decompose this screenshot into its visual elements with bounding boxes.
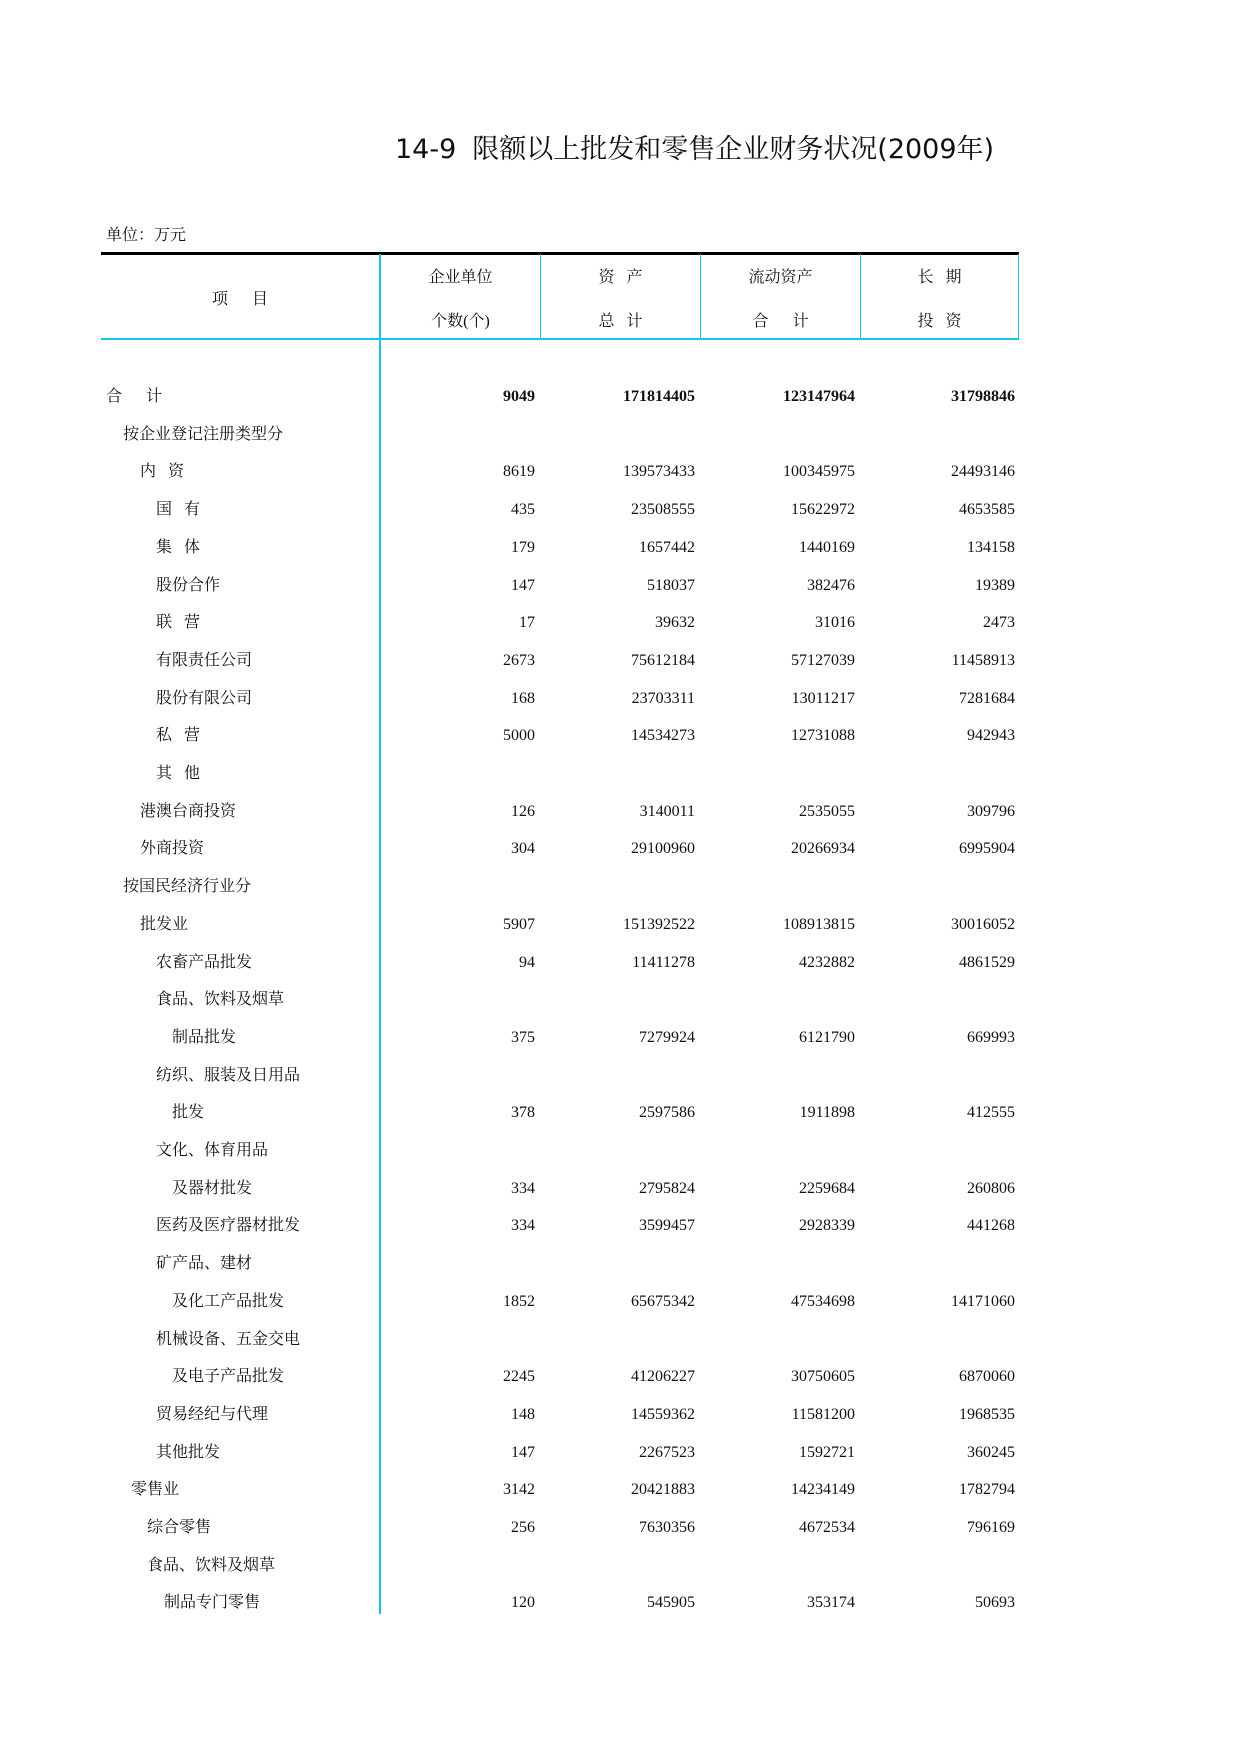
row-label: 联 营	[156, 614, 201, 632]
cell-value: 147	[511, 576, 535, 594]
cell-value: 2535055	[799, 802, 855, 820]
header-item: 项 目	[211, 291, 268, 308]
cell-value: 353174	[807, 1594, 855, 1612]
table-title: 限额以上批发和零售企业财务状况(2009年)	[472, 134, 995, 165]
cell-value: 334	[511, 1217, 535, 1235]
cell-value: 1911898	[799, 1104, 855, 1122]
row-label: 内 资	[140, 463, 185, 481]
cell-value: 12731088	[791, 727, 855, 745]
cell-value: 14534273	[631, 727, 695, 745]
table-row	[0, 1061, 1240, 1091]
cell-value: 360245	[967, 1443, 1015, 1461]
table-row	[0, 684, 1240, 714]
header-col3-line2: 合 计	[752, 313, 809, 330]
cell-value: 6121790	[799, 1028, 855, 1046]
row-label: 贸易经纪与代理	[156, 1405, 269, 1423]
column-divider	[1018, 254, 1019, 339]
table-row	[0, 872, 1240, 902]
cell-value: 4653585	[959, 501, 1015, 519]
cell-value: 19389	[975, 576, 1015, 594]
table-row	[0, 910, 1240, 940]
cell-value: 2597586	[639, 1104, 695, 1122]
cell-value: 1657442	[639, 538, 695, 556]
cell-value: 139573433	[623, 463, 695, 481]
table-row	[0, 457, 1240, 487]
cell-value: 669993	[967, 1028, 1015, 1046]
table-row	[0, 834, 1240, 864]
row-label: 按企业登记注册类型分	[123, 425, 284, 443]
row-label: 其他批发	[156, 1443, 221, 1461]
cell-value: 7281684	[959, 689, 1015, 707]
header-col1-line2: 个数(个)	[431, 313, 490, 330]
row-label: 矿产品、建材	[156, 1255, 253, 1273]
cell-value: 148	[511, 1405, 535, 1423]
cell-value: 14559362	[631, 1405, 695, 1423]
header-col1-line1: 企业单位	[428, 269, 493, 286]
cell-value: 171814405	[623, 388, 695, 405]
cell-value: 100345975	[783, 463, 855, 481]
cell-value: 11581200	[791, 1405, 855, 1423]
table-row	[0, 646, 1240, 676]
table-row	[0, 1249, 1240, 1279]
row-label: 机械设备、五金交电	[156, 1330, 301, 1348]
cell-value: 20421883	[631, 1481, 695, 1499]
cell-value: 4232882	[799, 953, 855, 971]
table-number: 14-9	[395, 134, 457, 165]
cell-value: 1968535	[959, 1405, 1015, 1423]
cell-value: 2795824	[639, 1179, 695, 1197]
cell-value: 5000	[503, 727, 535, 745]
cell-value: 2245	[503, 1368, 535, 1386]
cell-value: 179	[511, 538, 535, 556]
cell-value: 1782794	[959, 1481, 1015, 1499]
header-col4-line2: 投 资	[917, 313, 962, 330]
cell-value: 4861529	[959, 953, 1015, 971]
header-col2-line1: 资 产	[598, 269, 643, 286]
table-row	[0, 495, 1240, 525]
cell-value: 123147964	[783, 388, 855, 405]
cell-value: 15622972	[791, 501, 855, 519]
table-row	[0, 1325, 1240, 1355]
table-row	[0, 571, 1240, 601]
table-row	[0, 382, 1240, 412]
row-label: 医药及医疗器材批发	[156, 1217, 301, 1235]
cell-value: 39632	[655, 614, 695, 632]
row-label: 股份合作	[156, 576, 221, 594]
cell-value: 41206227	[631, 1368, 695, 1386]
cell-value: 94	[519, 953, 535, 971]
cell-value: 412555	[967, 1104, 1015, 1122]
table-row	[0, 1211, 1240, 1241]
row-label: 及器材批发	[172, 1179, 253, 1197]
cell-value: 24493146	[951, 463, 1015, 481]
cell-value: 441268	[967, 1217, 1015, 1235]
cell-value: 1592721	[799, 1443, 855, 1461]
table-row	[0, 1174, 1240, 1204]
row-label: 港澳台商投资	[140, 802, 237, 820]
table-row	[0, 948, 1240, 978]
cell-value: 6870060	[959, 1368, 1015, 1386]
cell-value: 108913815	[783, 915, 855, 933]
table-top-border	[101, 252, 1019, 255]
cell-value: 151392522	[623, 915, 695, 933]
table-row	[0, 1023, 1240, 1053]
cell-value: 65675342	[631, 1292, 695, 1310]
row-label: 食品、饮料及烟草	[156, 991, 285, 1009]
row-label: 食品、饮料及烟草	[147, 1556, 276, 1574]
cell-value: 17	[519, 614, 535, 632]
cell-value: 378	[511, 1104, 535, 1122]
cell-value: 47534698	[791, 1292, 855, 1310]
header-col4-line1: 长 期	[917, 269, 962, 286]
cell-value: 31016	[815, 614, 855, 632]
cell-value: 4672534	[799, 1519, 855, 1536]
row-label: 文化、体育用品	[156, 1142, 269, 1159]
cell-value: 256	[511, 1519, 535, 1536]
header-col3-line1: 流动资产	[748, 269, 813, 286]
page-title	[395, 130, 1019, 170]
cell-value: 3599457	[639, 1217, 695, 1235]
row-label: 制品专门零售	[164, 1594, 261, 1612]
cell-value: 375	[511, 1028, 535, 1046]
row-label: 批发	[172, 1104, 205, 1122]
cell-value: 518037	[647, 576, 695, 594]
cell-value: 1852	[503, 1292, 535, 1310]
cell-value: 7279924	[639, 1028, 695, 1046]
cell-value: 9049	[503, 388, 535, 405]
cell-value: 31798846	[951, 388, 1015, 405]
row-label: 批发业	[140, 915, 189, 933]
cell-value: 2259684	[799, 1179, 855, 1197]
table-row	[0, 1362, 1240, 1392]
cell-value: 545905	[647, 1594, 695, 1612]
row-label: 按国民经济行业分	[123, 878, 252, 896]
row-label: 国 有	[156, 501, 201, 519]
cell-value: 334	[511, 1179, 535, 1197]
cell-value: 57127039	[791, 651, 855, 669]
cell-value: 11458913	[951, 651, 1015, 669]
table-row	[0, 985, 1240, 1015]
table-row	[0, 721, 1240, 751]
cell-value: 30750605	[791, 1368, 855, 1386]
header-col2-line2: 总 计	[598, 313, 643, 330]
cell-value: 260806	[967, 1179, 1015, 1197]
table-row	[0, 420, 1240, 450]
cell-value: 14234149	[791, 1481, 855, 1499]
row-label: 综合零售	[147, 1519, 212, 1536]
cell-value: 14171060	[951, 1292, 1015, 1310]
header-bottom-border	[101, 338, 1019, 340]
cell-value: 7630356	[639, 1519, 695, 1536]
cell-value: 168	[511, 689, 535, 707]
cell-value: 120	[511, 1594, 535, 1612]
cell-value: 2473	[983, 614, 1015, 632]
unit-label: 单位：万元	[106, 227, 187, 244]
row-label: 有限责任公司	[156, 651, 253, 669]
row-label: 集 体	[156, 538, 201, 556]
row-label: 制品批发	[172, 1028, 237, 1046]
row-label: 农畜产品批发	[156, 953, 253, 971]
cell-value: 30016052	[951, 915, 1015, 933]
cell-value: 126	[511, 802, 535, 820]
cell-value: 942943	[967, 727, 1015, 745]
table-row	[0, 797, 1240, 827]
cell-value: 435	[511, 501, 535, 519]
table-row	[0, 1400, 1240, 1430]
cell-value: 134158	[967, 538, 1015, 556]
cell-value: 2267523	[639, 1443, 695, 1461]
cell-value: 304	[511, 840, 535, 858]
cell-value: 147	[511, 1443, 535, 1461]
row-label: 外商投资	[140, 840, 205, 858]
cell-value: 2673	[503, 651, 535, 669]
cell-value: 2928339	[799, 1217, 855, 1235]
cell-value: 8619	[503, 463, 535, 481]
row-label: 其 他	[156, 765, 201, 782]
table-row	[0, 1588, 1240, 1618]
table-row	[0, 1475, 1240, 1505]
cell-value: 23703311	[631, 689, 695, 707]
cell-value: 1440169	[799, 538, 855, 556]
table-row	[0, 759, 1240, 789]
cell-value: 29100960	[631, 840, 695, 858]
cell-value: 382476	[807, 576, 855, 594]
row-label: 纺织、服装及日用品	[156, 1066, 301, 1084]
cell-value: 75612184	[631, 651, 695, 669]
cell-value: 23508555	[631, 501, 695, 519]
cell-value: 796169	[967, 1519, 1015, 1536]
table-row	[0, 1513, 1240, 1543]
table-row	[0, 1438, 1240, 1468]
table-row	[0, 1287, 1240, 1317]
row-label: 零售业	[131, 1481, 180, 1499]
row-label: 合 计	[106, 388, 163, 405]
table-row	[0, 1136, 1240, 1166]
cell-value: 309796	[967, 802, 1015, 820]
cell-value: 3140011	[639, 802, 695, 820]
table-row	[0, 608, 1240, 638]
cell-value: 13011217	[791, 689, 855, 707]
row-label: 及电子产品批发	[172, 1368, 285, 1386]
cell-value: 6995904	[959, 840, 1015, 858]
cell-value: 50693	[975, 1594, 1015, 1612]
row-label: 股份有限公司	[156, 689, 253, 707]
cell-value: 20266934	[791, 840, 855, 858]
cell-value: 3142	[503, 1481, 535, 1499]
table-row	[0, 1551, 1240, 1581]
cell-value: 5907	[503, 915, 535, 933]
table-row	[0, 1098, 1240, 1128]
cell-value: 11411278	[632, 953, 695, 971]
row-label: 私 营	[156, 727, 201, 745]
row-label: 及化工产品批发	[172, 1292, 285, 1310]
table-row	[0, 533, 1240, 563]
